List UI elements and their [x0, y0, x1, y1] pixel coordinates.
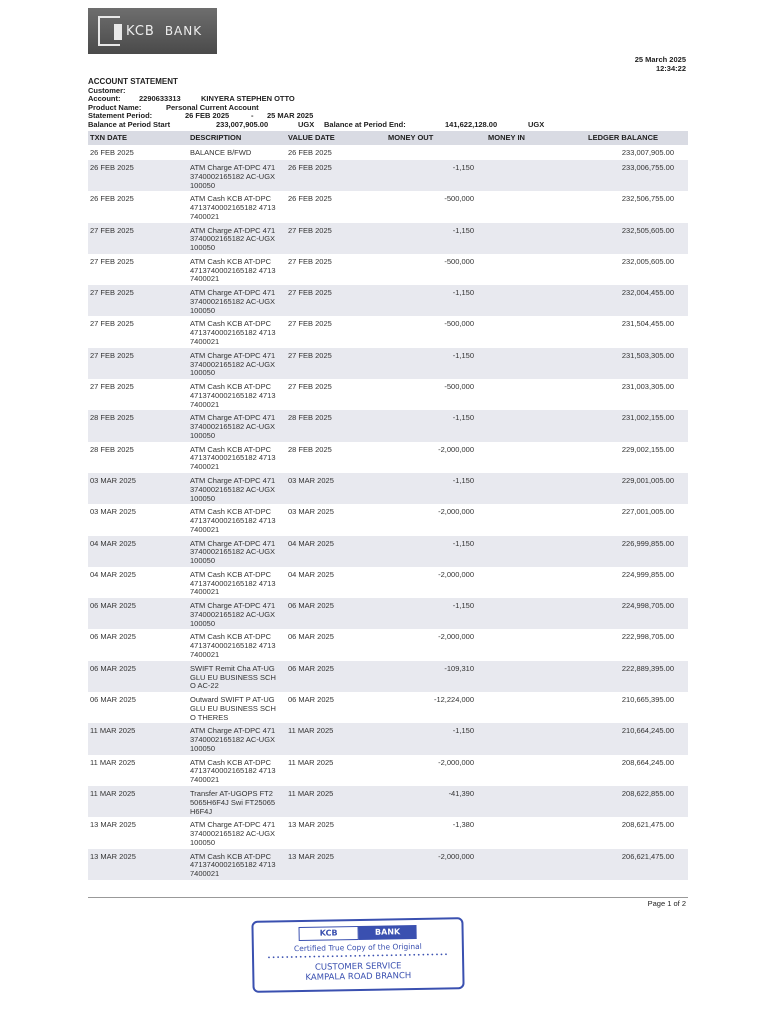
money-out-cell: -1,150: [452, 288, 474, 298]
txn-date-cell: 27 FEB 2025: [90, 350, 134, 360]
header-txn-date: TXN DATE: [90, 133, 127, 142]
value-date-cell: 27 FEB 2025: [288, 225, 332, 235]
value-date-cell: 28 FEB 2025: [288, 444, 332, 454]
bank-logo: [88, 8, 217, 54]
value-date-cell: 27 FEB 2025: [288, 256, 332, 266]
ledger-balance-cell: 232,506,755.00: [621, 194, 674, 204]
ledger-balance-cell: 208,622,855.00: [621, 788, 674, 798]
ledger-balance-cell: 206,621,475.00: [621, 851, 674, 861]
money-out-cell: -500,000: [444, 382, 474, 392]
value-date-cell: 27 FEB 2025: [288, 288, 332, 298]
money-out-cell: -500,000: [444, 256, 474, 266]
stamp-certified: Certified True Copy of the Original: [293, 941, 422, 954]
money-out-cell: -1,150: [452, 475, 474, 485]
stamp-logo: [299, 925, 417, 941]
header-money-in: MONEY IN: [488, 133, 525, 142]
value-date-cell: 04 MAR 2025: [288, 538, 334, 548]
value-date-cell: 06 MAR 2025: [288, 601, 334, 611]
table-row: [88, 160, 688, 191]
description-cell: ATM Charge AT-DPC 471 3740002165182 AC-UGX 100050: [190, 726, 276, 753]
table-row: [88, 692, 688, 723]
description-cell: ATM Charge AT-DPC 471 3740002165182 AC-UGX 100050: [190, 288, 276, 315]
table-row: [88, 629, 688, 660]
certification-stamp: [251, 917, 464, 993]
txn-date-cell: 28 FEB 2025: [90, 444, 134, 454]
account-number: 2290633313: [139, 94, 181, 104]
money-out-cell: -1,150: [452, 413, 474, 423]
description-cell: ATM Cash KCB AT-DPC 4713740002165182 4713 7400021: [190, 757, 276, 785]
ledger-balance-cell: 232,505,605.00: [621, 225, 674, 235]
kcb-logo-icon: [98, 16, 120, 46]
money-out-cell: -1,150: [452, 538, 474, 548]
description-cell: ATM Cash KCB AT-DPC 4713740002165182 4713 7400021: [190, 319, 276, 347]
balance-start-label: Balance at Period Start: [88, 119, 171, 129]
period-end: 25 MAR 2025: [267, 111, 314, 121]
value-date-cell: 27 FEB 2025: [288, 382, 332, 392]
value-date-cell: 13 MAR 2025: [288, 851, 334, 861]
table-row: [88, 223, 688, 254]
ledger-balance-cell: 233,007,905.00: [621, 148, 674, 157]
txn-date-cell: 06 MAR 2025: [90, 663, 136, 673]
table-row: [88, 567, 688, 598]
txn-date-cell: 11 MAR 2025: [90, 726, 136, 736]
txn-date-cell: 26 FEB 2025: [90, 148, 134, 157]
stamp-department: CUSTOMER SERVICE: [314, 961, 402, 973]
table-row: [88, 536, 688, 567]
ledger-balance-cell: 208,621,475.00: [621, 820, 674, 830]
customer-label: Customer:: [88, 85, 126, 95]
table-body: [88, 145, 688, 880]
value-date-cell: 11 MAR 2025: [288, 757, 334, 767]
ledger-balance-cell: 224,998,705.00: [621, 601, 674, 611]
table-row: [88, 191, 688, 222]
statement-title: ACCOUNT STATEMENT: [88, 77, 178, 86]
description-cell: ATM Cash KCB AT-DPC 4713740002165182 4713 7400021: [190, 382, 276, 409]
money-out-cell: -2,000,000: [438, 444, 474, 454]
description-cell: ATM Cash KCB AT-DPC 4713740002165182 4713 7400021: [190, 569, 276, 597]
money-out-cell: -1,150: [452, 225, 474, 235]
value-date-cell: 03 MAR 2025: [288, 475, 334, 485]
description-cell: ATM Charge AT-DPC 471 3740002165182 AC-UGX 100050: [190, 820, 276, 847]
table-row: [88, 254, 688, 285]
print-datetime: [635, 55, 686, 73]
table-row: [88, 817, 688, 848]
value-date-cell: 13 MAR 2025: [288, 820, 334, 830]
table-row: [88, 442, 688, 473]
header-description: DESCRIPTION: [190, 133, 242, 142]
value-date-cell: 26 FEB 2025: [288, 194, 332, 204]
table-row: [88, 786, 688, 817]
value-date-cell: 03 MAR 2025: [288, 507, 334, 517]
txn-date-cell: 27 FEB 2025: [90, 319, 134, 329]
money-out-cell: -109,310: [444, 663, 474, 673]
ledger-balance-cell: 226,999,855.00: [621, 538, 674, 548]
value-date-cell: 28 FEB 2025: [288, 413, 332, 423]
product-name: Personal Current Account: [166, 102, 259, 112]
description-cell: BALANCE B/FWD: [190, 148, 252, 157]
txn-date-cell: 13 MAR 2025: [90, 851, 136, 861]
header-money-out: MONEY OUT: [388, 133, 434, 142]
ledger-balance-cell: 229,002,155.00: [621, 444, 674, 454]
ledger-balance-cell: 231,503,305.00: [621, 350, 674, 360]
ledger-balance-cell: 231,504,455.00: [621, 319, 674, 329]
value-date-cell: 04 MAR 2025: [288, 569, 334, 579]
value-date-cell: 06 MAR 2025: [288, 663, 334, 673]
stamp-dots: ••••••••••••••••••••••••••••••••••••••••: [267, 951, 449, 962]
money-out-cell: -2,000,000: [438, 569, 474, 579]
txn-date-cell: 04 MAR 2025: [90, 569, 136, 579]
table-row: [88, 285, 688, 316]
table-row: [88, 723, 688, 754]
balance-end-currency: UGX: [528, 119, 545, 129]
table-row: [88, 473, 688, 504]
description-cell: ATM Cash KCB AT-DPC 4713740002165182 4713 7400021: [190, 444, 276, 472]
print-date: 25 March 2025: [634, 55, 686, 64]
ledger-balance-cell: 208,664,245.00: [621, 757, 674, 767]
txn-date-cell: 03 MAR 2025: [90, 507, 136, 517]
money-out-cell: -12,224,000: [433, 695, 474, 705]
txn-date-cell: 11 MAR 2025: [90, 757, 136, 767]
txn-date-cell: 06 MAR 2025: [90, 695, 136, 705]
logo-brand: KCB: [126, 23, 155, 39]
txn-date-cell: 27 FEB 2025: [90, 225, 134, 235]
ledger-balance-cell: 232,005,605.00: [621, 256, 674, 266]
header-ledger-balance: LEDGER BALANCE: [588, 133, 659, 142]
account-name: KINYERA STEPHEN OTTO: [201, 94, 295, 104]
table-row: [88, 379, 688, 410]
stamp-branch: KAMPALA ROAD BRANCH: [305, 971, 412, 983]
ledger-balance-cell: 233,006,755.00: [621, 163, 674, 172]
value-date-cell: 27 FEB 2025: [288, 319, 332, 329]
footer-divider: [88, 897, 688, 898]
money-out-cell: -1,150: [452, 601, 474, 611]
txn-date-cell: 13 MAR 2025: [90, 820, 136, 830]
table-row: [88, 504, 688, 535]
table-row: [88, 348, 688, 379]
page-number: Page 1 of 2: [647, 899, 686, 908]
balance-start-currency: UGX: [298, 119, 315, 129]
money-out-cell: -2,000,000: [438, 757, 474, 767]
money-out-cell: -2,000,000: [438, 632, 474, 642]
period-start: 26 FEB 2025: [185, 111, 230, 121]
period-label: Statement Period:: [88, 111, 153, 121]
period-separator: -: [251, 111, 254, 121]
table-row: [88, 145, 688, 160]
value-date-cell: 06 MAR 2025: [288, 695, 334, 705]
ledger-balance-cell: 229,001,005.00: [621, 475, 674, 485]
txn-date-cell: 26 FEB 2025: [90, 194, 134, 204]
value-date-cell: 26 FEB 2025: [288, 163, 332, 172]
ledger-balance-cell: 232,004,455.00: [621, 288, 674, 298]
ledger-balance-cell: 222,889,395.00: [621, 663, 674, 673]
value-date-cell: 26 FEB 2025: [288, 148, 332, 157]
txn-date-cell: 03 MAR 2025: [90, 475, 136, 485]
table-row: [88, 598, 688, 629]
table-header: [88, 131, 688, 145]
description-cell: ATM Charge AT-DPC 471 3740002165182 AC-UGX 100050: [190, 475, 276, 503]
value-date-cell: 06 MAR 2025: [288, 632, 334, 642]
money-out-cell: -500,000: [444, 319, 474, 329]
description-cell: Outward SWIFT P AT-UG GLU EU BUSINESS SCH O THERES: [190, 695, 276, 722]
balance-end-label: Balance at Period End:: [324, 119, 406, 129]
txn-date-cell: 27 FEB 2025: [90, 256, 134, 266]
txn-date-cell: 04 MAR 2025: [90, 538, 136, 548]
value-date-cell: 11 MAR 2025: [288, 726, 334, 736]
balance-start: 233,007,905.00: [216, 119, 269, 129]
money-out-cell: -2,000,000: [438, 851, 474, 861]
txn-date-cell: 27 FEB 2025: [90, 382, 134, 392]
money-out-cell: -1,150: [452, 726, 474, 736]
table-row: [88, 410, 688, 441]
description-cell: SWIFT Remit Cha AT-UG GLU EU BUSINESS SCH O AC-22: [190, 663, 276, 691]
ledger-balance-cell: 231,002,155.00: [621, 413, 674, 423]
product-label: Product Name:: [88, 102, 142, 112]
logo-word: BANK: [164, 23, 203, 38]
money-out-cell: -41,390: [448, 788, 474, 798]
description-cell: ATM Charge AT-DPC 471 3740002165182 AC-UGX 100050: [190, 413, 276, 440]
stamp-brand: KCB: [299, 926, 359, 941]
description-cell: ATM Cash KCB AT-DPC 4713740002165182 4713 7400021: [190, 507, 276, 534]
txn-date-cell: 26 FEB 2025: [90, 163, 134, 172]
balance-end: 141,622,128.00: [445, 119, 498, 129]
transactions-table: [88, 131, 688, 880]
stamp-word: BANK: [358, 925, 416, 940]
txn-date-cell: 11 MAR 2025: [90, 788, 136, 798]
txn-date-cell: 28 FEB 2025: [90, 413, 134, 423]
description-cell: ATM Charge AT-DPC 471 3740002165182 AC-UGX 100050: [190, 225, 276, 253]
txn-date-cell: 27 FEB 2025: [90, 288, 134, 298]
ledger-balance-cell: 227,001,005.00: [621, 507, 674, 517]
statement-header: [88, 78, 688, 130]
header-value-date: VALUE DATE: [288, 133, 335, 142]
account-label: Account:: [88, 94, 121, 104]
table-row: [88, 755, 688, 786]
table-row: [88, 316, 688, 347]
value-date-cell: 27 FEB 2025: [288, 350, 332, 360]
description-cell: ATM Charge AT-DPC 471 3740002165182 AC-UGX 100050: [190, 350, 276, 378]
ledger-balance-cell: 210,664,245.00: [621, 726, 674, 736]
ledger-balance-cell: 222,998,705.00: [621, 632, 674, 642]
table-row: [88, 849, 688, 880]
value-date-cell: 11 MAR 2025: [288, 788, 334, 798]
table-row: [88, 661, 688, 692]
money-out-cell: -1,150: [452, 350, 474, 360]
description-cell: ATM Cash KCB AT-DPC 4713740002165182 4713 7400021: [190, 632, 276, 660]
txn-date-cell: 06 MAR 2025: [90, 601, 136, 611]
description-cell: ATM Cash KCB AT-DPC 4713740002165182 4713 7400021: [190, 851, 276, 879]
money-out-cell: -500,000: [444, 194, 474, 204]
ledger-balance-cell: 224,999,855.00: [621, 569, 674, 579]
description-cell: ATM Cash KCB AT-DPC 4713740002165182 4713 7400021: [190, 194, 276, 221]
ledger-balance-cell: 231,003,305.00: [621, 382, 674, 392]
description-cell: ATM Charge AT-DPC 471 3740002165182 AC-UGX 100050: [190, 163, 276, 190]
print-time: 12:34:22: [655, 64, 686, 73]
money-out-cell: -1,380: [452, 820, 474, 830]
money-out-cell: -1,150: [452, 163, 474, 172]
description-cell: Transfer AT-UGOPS FT2 5065H6F4J Swi FT25065 H6F4J: [190, 788, 276, 816]
description-cell: ATM Charge AT-DPC 471 3740002165182 AC-UGX 100050: [190, 538, 276, 566]
txn-date-cell: 06 MAR 2025: [90, 632, 136, 642]
ledger-balance-cell: 210,665,395.00: [621, 695, 674, 705]
description-cell: ATM Charge AT-DPC 471 3740002165182 AC-UGX 100050: [190, 601, 276, 628]
description-cell: ATM Cash KCB AT-DPC 4713740002165182 4713 7400021: [190, 256, 276, 284]
money-out-cell: -2,000,000: [438, 507, 474, 517]
